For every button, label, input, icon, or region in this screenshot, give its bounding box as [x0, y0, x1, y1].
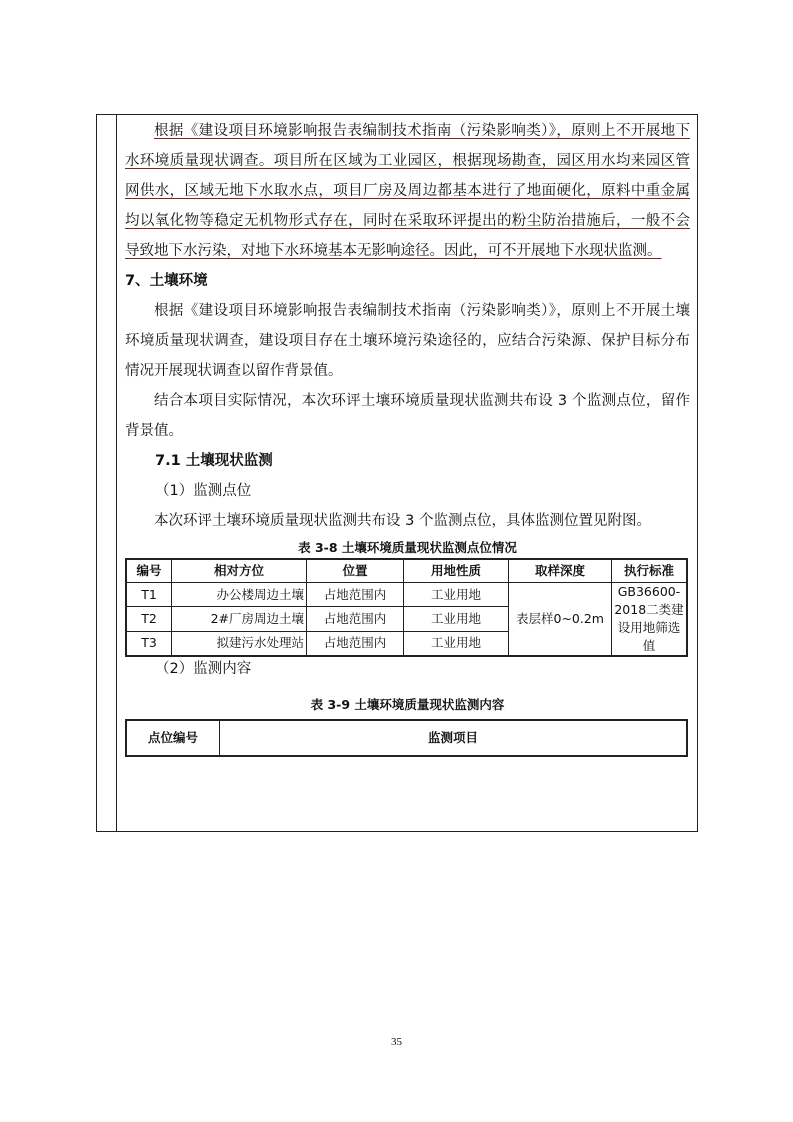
table-cell: T1: [126, 583, 172, 607]
table-header-cell: 位置: [307, 559, 404, 583]
table-header-cell: 用地性质: [404, 559, 509, 583]
table-cell: 占地范围内: [307, 583, 404, 607]
groundwater-paragraph: 根据《建设项目环境影响报告表编制技术指南（污染影响类）》，原则上不开展地下水环境质量现状调查。项目所在区域为工业园区，根据现场勘查，园区用水均来园区管网供水，区域无地下水取水点，项目厂房及周边都基本进行了地面硬化，原料中重金属均以氧化物等稳定无机物形式存在，同时在采取环评提出的粉尘防治措施后，一般不会导致地下水污染，对地下水环境基本无影响途径。因此，可不开展地下水现状监测。: [125, 123, 690, 259]
monitoring-points-text: 本次环评土壤环境质量现状监测共布设 3 个监测点位，具体监测位置见附图。: [154, 513, 651, 529]
table-cell: 工业用地: [404, 607, 509, 631]
table-header-cell: 相对方位: [172, 559, 307, 583]
table-cell: 拟建污水处理站: [172, 631, 307, 656]
table-row: [126, 583, 687, 607]
table-3-8-caption: 表 3-8 土壤环境质量现状监测点位情况: [298, 540, 517, 555]
table-header-cell: 执行标准: [612, 559, 688, 583]
table-header-row: [126, 720, 687, 756]
document-content: [125, 116, 690, 757]
soil-paragraph-2: 结合本项目实际情况，本次环评土壤环境质量现状监测共布设 3 个监测点位，留作背景值。: [125, 393, 690, 439]
standard-cell: GB36600-2018二类建设用地筛选值: [612, 583, 688, 657]
table-header-cell: 取样深度: [509, 559, 612, 583]
table-3-9: [125, 719, 688, 757]
table-header-row: [126, 559, 687, 583]
soil-section-heading: 7、土壤环境: [125, 273, 208, 289]
table-cell: 工业用地: [404, 583, 509, 607]
monitoring-content-item: （2）监测内容: [155, 661, 252, 677]
table-cell: 办公楼周边土壤: [172, 583, 307, 607]
table-header-cell: 编号: [126, 559, 172, 583]
table-3-9-caption: 表 3-9 土壤环境质量现状监测内容: [310, 697, 505, 712]
table-cell: 占地范围内: [307, 631, 404, 656]
sampling-depth-cell: 表层样0~0.2m: [509, 583, 612, 657]
soil-monitoring-subheading: 7.1 土壤现状监测: [155, 453, 273, 469]
table-3-8: [125, 558, 688, 657]
monitoring-points-item: （1）监测点位: [155, 483, 252, 499]
soil-paragraph-1: 根据《建设项目环境影响报告表编制技术指南（污染影响类）》，原则上不开展土壤环境质量现状调查，建设项目存在土壤环境污染途径的，应结合污染源、保护目标分布情况开展现状调查以留作背景值。: [125, 303, 690, 379]
frame-left-column-divider: [116, 114, 117, 832]
table-cell: T3: [126, 631, 172, 656]
table-header-cell: 点位编号: [126, 720, 220, 756]
table-cell: 工业用地: [404, 631, 509, 656]
table-cell: 占地范围内: [307, 607, 404, 631]
table-header-cell: 监测项目: [220, 720, 688, 756]
table-cell: T2: [126, 607, 172, 631]
page-number: 35: [391, 1036, 402, 1048]
table-cell: 2#厂房周边土壤: [172, 607, 307, 631]
